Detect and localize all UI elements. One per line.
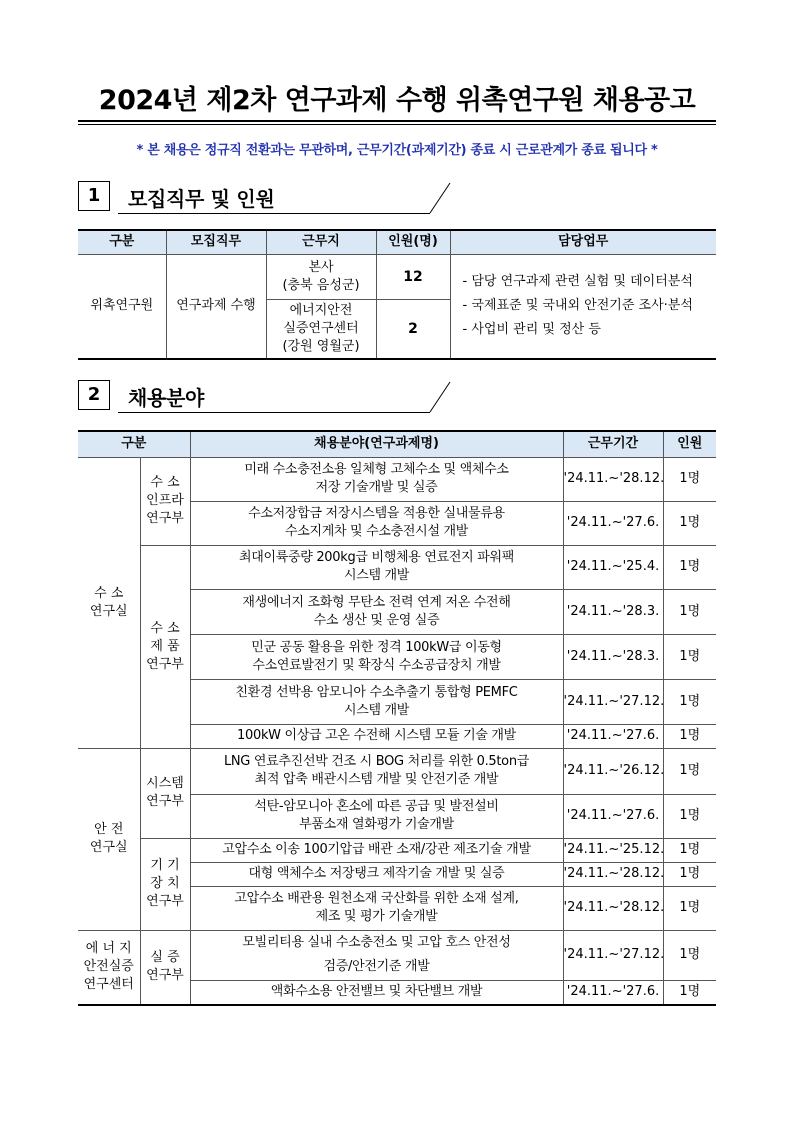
group-name-line: 안전실증 <box>83 959 134 975</box>
field-title: 100kW 이상급 고온 수전해 시스템 모듈 기술 개발 <box>190 724 563 748</box>
field-title-line: 저장 기술개발 및 실증 <box>315 480 438 495</box>
subgroup-name-line: 연구부 <box>146 794 184 809</box>
subgroup-name-line: 연구부 <box>146 968 184 984</box>
location-line: 본사 <box>308 259 334 275</box>
section-1-underline <box>118 213 430 214</box>
recruitment-header-row <box>78 230 716 254</box>
table-row <box>78 748 716 794</box>
table-row <box>78 838 716 862</box>
title-underline-thin <box>78 124 716 125</box>
field-title-line: 시스템 개발 <box>343 702 410 718</box>
subgroup-name-line: 인프라 <box>146 493 184 508</box>
subgroup-name-line: 기 기 <box>150 858 180 873</box>
field-count: 1명 <box>663 748 716 794</box>
group-safety-lab <box>78 748 140 930</box>
header-category: 구분 <box>78 230 166 254</box>
group-name-line: 연구실 <box>89 603 128 619</box>
field-count: 1명 <box>663 838 716 862</box>
recruit-job: 연구과제 수행 <box>166 254 266 359</box>
page-title: 2024년 제2차 연구과제 수행 위촉연구원 채용공고 <box>98 85 696 116</box>
group-hydrogen-lab <box>78 457 140 748</box>
title-underline <box>78 120 716 122</box>
field-count: 1명 <box>663 589 716 634</box>
subgroup-name-line: 수 소 <box>150 620 180 636</box>
field-title-line: 시스템 개발 <box>343 568 410 583</box>
field-title: 대형 액체수소 저장탱크 제작기술 개발 및 실증 <box>190 862 563 886</box>
location-line: (충북 음성군) <box>282 277 360 293</box>
field-count: 1명 <box>663 545 716 589</box>
field-title <box>190 589 563 634</box>
field-title: 고압수소 이송 100기압급 배관 소재/강관 제조기술 개발 <box>190 838 563 862</box>
field-count: 1명 <box>663 679 716 724</box>
employment-notice: * 본 채용은 정규직 전환과는 무관하며, 근무기간(과제기간) 종료 시 근로관계가 종료 됩니다 * <box>136 143 658 158</box>
header-count: 인원(명) <box>376 230 450 254</box>
subgroup-name-line: 수 소 <box>150 475 180 490</box>
section-2-title: 채용분야 <box>128 386 205 410</box>
field-period: '24.11.~'25.12. <box>563 838 663 862</box>
field-title <box>190 457 563 501</box>
field-count: 1명 <box>663 457 716 501</box>
subgroup-name-line: 시스템 <box>146 776 184 791</box>
field-period: '24.11.~'27.6. <box>563 980 663 1005</box>
field-count: 1명 <box>663 794 716 838</box>
field-period: '24.11.~'28.12. <box>563 457 663 501</box>
field-period: '24.11.~'28.3. <box>563 634 663 679</box>
field-count: 1명 <box>663 886 716 930</box>
field-count: 1명 <box>663 634 716 679</box>
field-count: 1명 <box>663 930 716 980</box>
header-location: 근무지 <box>266 230 376 254</box>
duty-item: - 사업비 관리 및 정산 등 <box>462 322 601 338</box>
duty-item: - 국제표준 및 국내외 안전기준 조사·분석 <box>462 298 693 314</box>
field-title-line: 미래 수소충전소용 일체형 고체수소 및 액체수소 <box>244 462 509 477</box>
field-title-line: 재생에너지 조화형 무탄소 전력 연계 저온 수전해 <box>242 594 511 610</box>
section-2-number: 2 <box>78 380 110 410</box>
subgroup-hydrogen-infra <box>140 457 190 545</box>
group-name-line: 연구센터 <box>83 977 134 993</box>
count-hq: 12 <box>376 254 450 299</box>
field-title-line: 고압수소 배관용 원천소재 국산화를 위한 소재 설계, <box>234 891 519 906</box>
field-title-line: 제조 및 평가 기술개발 <box>315 909 438 924</box>
header-period: 근무기간 <box>563 431 663 457</box>
field-period: '24.11.~'27.6. <box>563 724 663 748</box>
header-job: 모집직무 <box>166 230 266 254</box>
field-count: 1명 <box>663 862 716 886</box>
field-title-line: 최대이륙중량 200kg급 비행체용 연료전지 파워팩 <box>238 550 515 565</box>
field-title <box>190 634 563 679</box>
field-period: '24.11.~'27.6. <box>563 501 663 545</box>
field-period: '24.11.~'27.6. <box>563 794 663 838</box>
subgroup-name-line: 연구부 <box>146 656 184 672</box>
header-headcount: 인원 <box>663 431 716 457</box>
fields-header-row <box>78 431 716 457</box>
section-2-header <box>78 380 458 410</box>
field-period: '24.11.~'28.3. <box>563 589 663 634</box>
field-title-line: 친환경 선박용 암모니아 수소추출기 통합형 PEMFC <box>235 684 518 700</box>
header-division: 구분 <box>78 431 190 457</box>
group-name-line: 에 너 지 <box>85 941 132 957</box>
location-line: (강원 영월군) <box>282 338 360 354</box>
subgroup-name-line: 연구부 <box>146 511 184 526</box>
group-name-line: 수 소 <box>94 585 124 601</box>
table-row <box>78 930 716 980</box>
field-period: '24.11.~'28.12. <box>563 862 663 886</box>
field-period: '24.11.~'27.12. <box>563 679 663 724</box>
field-title <box>190 886 563 930</box>
recruit-category: 위촉연구원 <box>78 254 166 359</box>
subgroup-hydrogen-products <box>140 545 190 748</box>
duty-item: - 담당 연구과제 관련 실험 및 데이터분석 <box>462 274 693 290</box>
recruitment-row <box>78 254 716 299</box>
section-1-number: 1 <box>78 181 110 211</box>
field-title-line: 수소연료발전기 및 확장식 수소공급장치 개발 <box>252 657 501 673</box>
field-title: 액화수소용 안전밸브 및 차단밸브 개발 <box>190 980 563 1005</box>
field-title <box>190 545 563 589</box>
subgroup-name-line: 제 품 <box>150 638 180 654</box>
field-title <box>190 930 563 980</box>
subgroup-safety-system <box>140 748 190 838</box>
subgroup-name-line: 실 증 <box>150 950 180 966</box>
field-title-line: 최적 압축 배관시스템 개발 및 안전기준 개발 <box>254 772 499 787</box>
field-title-line: 검증/안전기준 개발 <box>323 959 430 974</box>
fields-table <box>78 430 716 1006</box>
header-field: 채용분야(연구과제명) <box>190 431 563 457</box>
field-period: '24.11.~'28.12. <box>563 886 663 930</box>
table-row <box>78 545 716 589</box>
field-count: 1명 <box>663 724 716 748</box>
subgroup-safety-equipment <box>140 838 190 930</box>
group-energy-center <box>78 930 140 1005</box>
section-1-title: 모집직무 및 인원 <box>128 187 275 211</box>
field-title <box>190 501 563 545</box>
header-duties: 담당업무 <box>450 230 716 254</box>
location-line: 에너지안전 <box>289 302 353 318</box>
field-title <box>190 679 563 724</box>
field-title-line: 부품소재 열화평가 기술개발 <box>299 817 454 832</box>
section-1-header <box>78 181 458 211</box>
group-name-line: 안 전 <box>94 822 124 837</box>
field-title <box>190 748 563 794</box>
subgroup-name-line: 연구부 <box>146 894 184 909</box>
field-title-line: LNG 연료추진선박 건조 시 BOG 처리를 위한 0.5ton급 <box>223 754 530 769</box>
field-count: 1명 <box>663 980 716 1005</box>
field-title-line: 석탄-암모니아 혼소에 따른 공급 및 발전설비 <box>254 799 499 814</box>
section-2-slash <box>428 380 454 414</box>
field-title-line: 수소 생산 및 운영 실증 <box>313 612 440 628</box>
section-2-underline <box>118 412 430 413</box>
field-title-line: 모빌리티용 실내 수소충전소 및 고압 호스 안전성 <box>242 935 511 950</box>
field-title-line: 수소저장합금 저장시스템을 적용한 실내물류용 <box>248 506 505 521</box>
field-period: '24.11.~'25.4. <box>563 545 663 589</box>
recruitment-table <box>78 229 716 360</box>
table-row <box>78 457 716 501</box>
field-title-line: 민군 공동 활용을 위한 정격 100kW급 이동형 <box>251 639 502 655</box>
location-hq <box>266 254 376 299</box>
field-period: '24.11.~'27.12. <box>563 930 663 980</box>
field-title-line: 수소지게차 및 수소충전시설 개발 <box>284 524 469 539</box>
location-center <box>266 299 376 359</box>
group-name-line: 연구실 <box>89 840 128 855</box>
section-1-slash <box>428 181 454 215</box>
subgroup-demo <box>140 930 190 1005</box>
field-period: '24.11.~'26.12. <box>563 748 663 794</box>
field-title <box>190 794 563 838</box>
location-line: 실증연구센터 <box>283 320 359 336</box>
count-center: 2 <box>376 299 450 359</box>
duties-list <box>450 254 716 359</box>
subgroup-name-line: 장 치 <box>150 876 180 891</box>
field-count: 1명 <box>663 501 716 545</box>
